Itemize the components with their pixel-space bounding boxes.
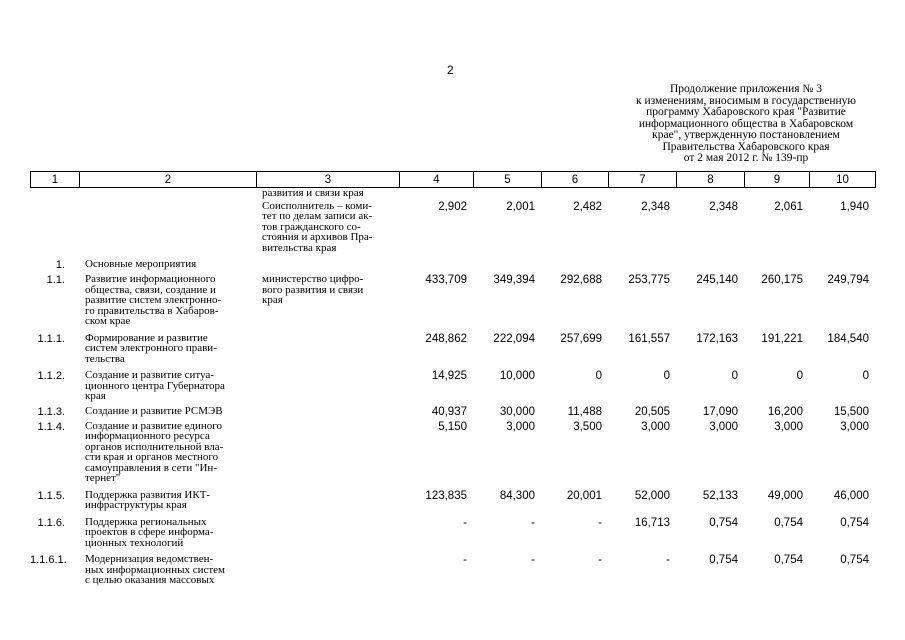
year-value: 0	[595, 370, 602, 382]
year-value: 0,754	[709, 554, 738, 566]
column-number: 10	[810, 172, 876, 188]
year-value	[608, 259, 676, 274]
year-value: 14,925	[431, 370, 467, 382]
year-value	[399, 188, 473, 201]
year-value: 253,775	[628, 274, 670, 286]
row-name	[79, 490, 256, 517]
name-line: Модернизация ведомствен-	[85, 553, 214, 565]
name-line: тернет"	[85, 472, 121, 484]
year-value	[541, 188, 608, 201]
year-value: 123,835	[425, 489, 467, 502]
column-number: 1	[31, 172, 80, 188]
year-value: 16,713	[634, 516, 670, 529]
row-name	[79, 517, 256, 555]
row-code: 1.1.5.	[37, 489, 65, 502]
name-line: Формирование и развитие	[85, 331, 208, 344]
year-value: -	[463, 516, 467, 529]
row-code: 1.1.4.	[37, 420, 65, 433]
name-line: тельства	[85, 352, 125, 365]
row-code	[30, 201, 79, 260]
table-row	[30, 188, 875, 201]
year-value: 0,754	[840, 516, 869, 529]
name-line: самоуправления в сети "Ин-	[85, 461, 217, 474]
table-row	[30, 554, 875, 592]
row-name	[79, 201, 256, 260]
name-line: систем электронного прави-	[85, 342, 217, 354]
column-number: 8	[677, 172, 745, 188]
column-number: 3	[257, 172, 400, 188]
row-executor	[256, 259, 399, 274]
name-line: развитие систем электронно-	[85, 294, 222, 306]
year-value: 191,221	[761, 332, 803, 345]
year-value: 2,348	[641, 200, 670, 213]
page-number: 2	[447, 63, 454, 77]
executor-line: края	[262, 294, 283, 306]
year-value: 52,133	[702, 489, 738, 502]
name-line: ных информационных систем	[85, 563, 226, 576]
year-value: 30,000	[499, 405, 535, 418]
column-number: 7	[609, 172, 677, 188]
year-value: 2,482	[573, 200, 602, 213]
year-value: 84,300	[499, 489, 535, 502]
column-number: 2	[80, 172, 257, 188]
year-value: 0,754	[774, 516, 803, 529]
row-executor	[256, 188, 399, 201]
year-value: 161,557	[628, 332, 670, 345]
header-line: программу Хабаровского края "Развитие	[646, 106, 846, 118]
row-name	[79, 188, 256, 201]
table-row	[30, 421, 875, 490]
year-value: -	[531, 554, 535, 566]
column-number: 6	[542, 172, 609, 188]
row-code: 1.1.3.	[37, 405, 65, 418]
budget-table	[30, 188, 875, 592]
year-value: 20,505	[634, 405, 670, 418]
year-value: 2,348	[709, 200, 738, 213]
executor-line: тов гражданского со-	[262, 220, 361, 233]
year-value: 10,000	[499, 370, 535, 382]
name-line: Создание и развитие единого	[85, 419, 222, 432]
year-value: 3,000	[709, 420, 738, 433]
year-value: 40,937	[431, 405, 467, 418]
name-line: Поддержка региональных	[85, 515, 207, 528]
name-line: информационного ресурса	[85, 430, 210, 442]
year-value: 349,394	[493, 274, 535, 286]
executor-line: вого развития и связи	[262, 283, 364, 296]
year-value: 3,000	[506, 420, 535, 433]
name-line: Создание и развитие ситуа-	[85, 369, 214, 381]
row-code: 1.1.	[46, 274, 65, 286]
row-name	[79, 259, 256, 274]
year-value: -	[598, 516, 602, 529]
column-number: 5	[474, 172, 542, 188]
year-value: 11,488	[567, 405, 602, 418]
header-line: к изменениям, вносимым в государственную	[636, 94, 856, 107]
table-row	[30, 259, 875, 274]
row-code	[30, 188, 79, 201]
row-executor	[256, 333, 399, 371]
name-line: проектов в сфере информа-	[85, 526, 214, 538]
header-line: Продолжение приложения № 3	[669, 83, 823, 95]
row-name	[79, 421, 256, 490]
year-value: 1,940	[840, 200, 869, 213]
column-number: 4	[400, 172, 474, 188]
row-executor	[256, 517, 399, 555]
row-name	[79, 333, 256, 371]
row-executor	[256, 274, 399, 333]
year-value: 0	[796, 370, 803, 382]
name-line: инфраструктуры края	[85, 499, 187, 511]
name-line: общества, связи, создание и	[85, 283, 216, 296]
table-row	[30, 201, 875, 260]
header-line: информационного общества в Хабаровском	[638, 117, 854, 130]
year-value	[608, 188, 676, 201]
executor-line: тет по делам записи ак-	[262, 210, 373, 222]
year-value: 15,500	[833, 405, 869, 418]
year-value: 3,000	[774, 420, 803, 433]
name-line: сти края и органов местного	[85, 451, 219, 463]
row-name	[79, 406, 256, 421]
table-row	[30, 370, 875, 406]
year-value	[473, 259, 541, 274]
year-value: 0	[731, 370, 738, 382]
year-value: 3,500	[573, 420, 602, 433]
year-value: 2,001	[506, 200, 535, 213]
row-executor	[256, 490, 399, 517]
executor-line: развития и связи края	[262, 187, 364, 199]
year-value: 249,794	[827, 274, 869, 286]
name-line: Создание и развитие РСМЭВ	[85, 404, 223, 417]
name-line: го правительства в Хабаров-	[85, 304, 219, 317]
year-value: 5,150	[438, 420, 467, 433]
name-line: органов исполнительной вла-	[85, 440, 224, 453]
row-executor	[256, 554, 399, 592]
year-value: 2,061	[774, 200, 803, 213]
appendix-header	[612, 84, 880, 165]
table-row	[30, 406, 875, 421]
year-value: 0	[862, 370, 869, 382]
table-row	[30, 490, 875, 517]
table-row	[30, 274, 875, 333]
row-executor	[256, 370, 399, 406]
year-value	[744, 259, 809, 274]
year-value: 0,754	[774, 554, 803, 566]
year-value: 222,094	[493, 332, 535, 345]
year-value: -	[531, 516, 535, 529]
name-line: Развитие информационного	[85, 273, 216, 285]
year-value	[541, 259, 608, 274]
column-number-header	[30, 171, 876, 188]
year-value: 2,902	[438, 200, 467, 213]
row-executor	[256, 201, 399, 260]
name-line: Поддержка развития ИКТ-	[85, 488, 211, 501]
name-line: ском крае	[85, 315, 131, 327]
header-line: крае", утвержденную постановлением	[652, 129, 840, 141]
header-line: Правительства Хабаровского края	[662, 140, 830, 153]
year-value: -	[463, 554, 467, 566]
name-line: Основные мероприятия	[85, 258, 197, 270]
executor-line: вительства края	[262, 241, 337, 254]
name-line: края	[85, 390, 106, 402]
executor-line: министерство цифро-	[262, 273, 364, 285]
table-row	[30, 333, 875, 371]
year-value	[676, 259, 744, 274]
executor-line: Соисполнитель – коми-	[262, 199, 372, 212]
year-value: -	[598, 554, 602, 566]
row-name	[79, 274, 256, 333]
column-number: 9	[745, 172, 810, 188]
year-value: 3,000	[641, 420, 670, 433]
name-line: ционного центра Губернатора	[85, 379, 225, 392]
year-value	[809, 188, 875, 201]
row-code: 1.1.6.	[37, 516, 65, 529]
row-code: 1.	[55, 259, 65, 271]
year-value	[473, 188, 541, 201]
year-value: 245,140	[696, 274, 738, 286]
year-value: 260,175	[761, 274, 803, 286]
row-executor	[256, 406, 399, 421]
row-name	[79, 554, 256, 592]
year-value	[809, 259, 875, 274]
year-value	[399, 259, 473, 274]
year-value: 3,000	[840, 420, 869, 433]
year-value: 172,163	[696, 332, 738, 345]
row-executor	[256, 421, 399, 490]
year-value: 184,540	[827, 332, 869, 345]
year-value: 0,754	[709, 516, 738, 529]
year-value: 46,000	[833, 489, 869, 502]
year-value: 20,001	[566, 489, 602, 502]
year-value: 49,000	[767, 489, 803, 502]
row-name	[79, 370, 256, 406]
row-code: 1.1.2.	[37, 370, 65, 382]
name-line: с целью оказания массовых	[85, 574, 215, 586]
year-value: 16,200	[767, 405, 803, 418]
row-code: 1.1.6.1.	[30, 554, 67, 566]
year-value: 257,699	[560, 332, 602, 345]
year-value: 17,090	[702, 405, 738, 418]
year-value: 0,754	[840, 554, 869, 566]
executor-line: стояния и архивов Пра-	[262, 231, 373, 243]
header-line: от 2 мая 2012 г. № 139-пр	[683, 152, 809, 164]
year-value: 52,000	[634, 489, 670, 502]
year-value	[744, 188, 809, 201]
year-value: -	[666, 554, 670, 566]
name-line: ционных технологий	[85, 536, 184, 549]
year-value: 433,709	[425, 274, 467, 286]
year-value: 292,688	[560, 274, 602, 286]
year-value	[676, 188, 744, 201]
row-code: 1.1.1.	[37, 332, 65, 345]
year-value: 0	[663, 370, 670, 382]
table-row	[30, 517, 875, 555]
year-value: 248,862	[425, 332, 467, 345]
